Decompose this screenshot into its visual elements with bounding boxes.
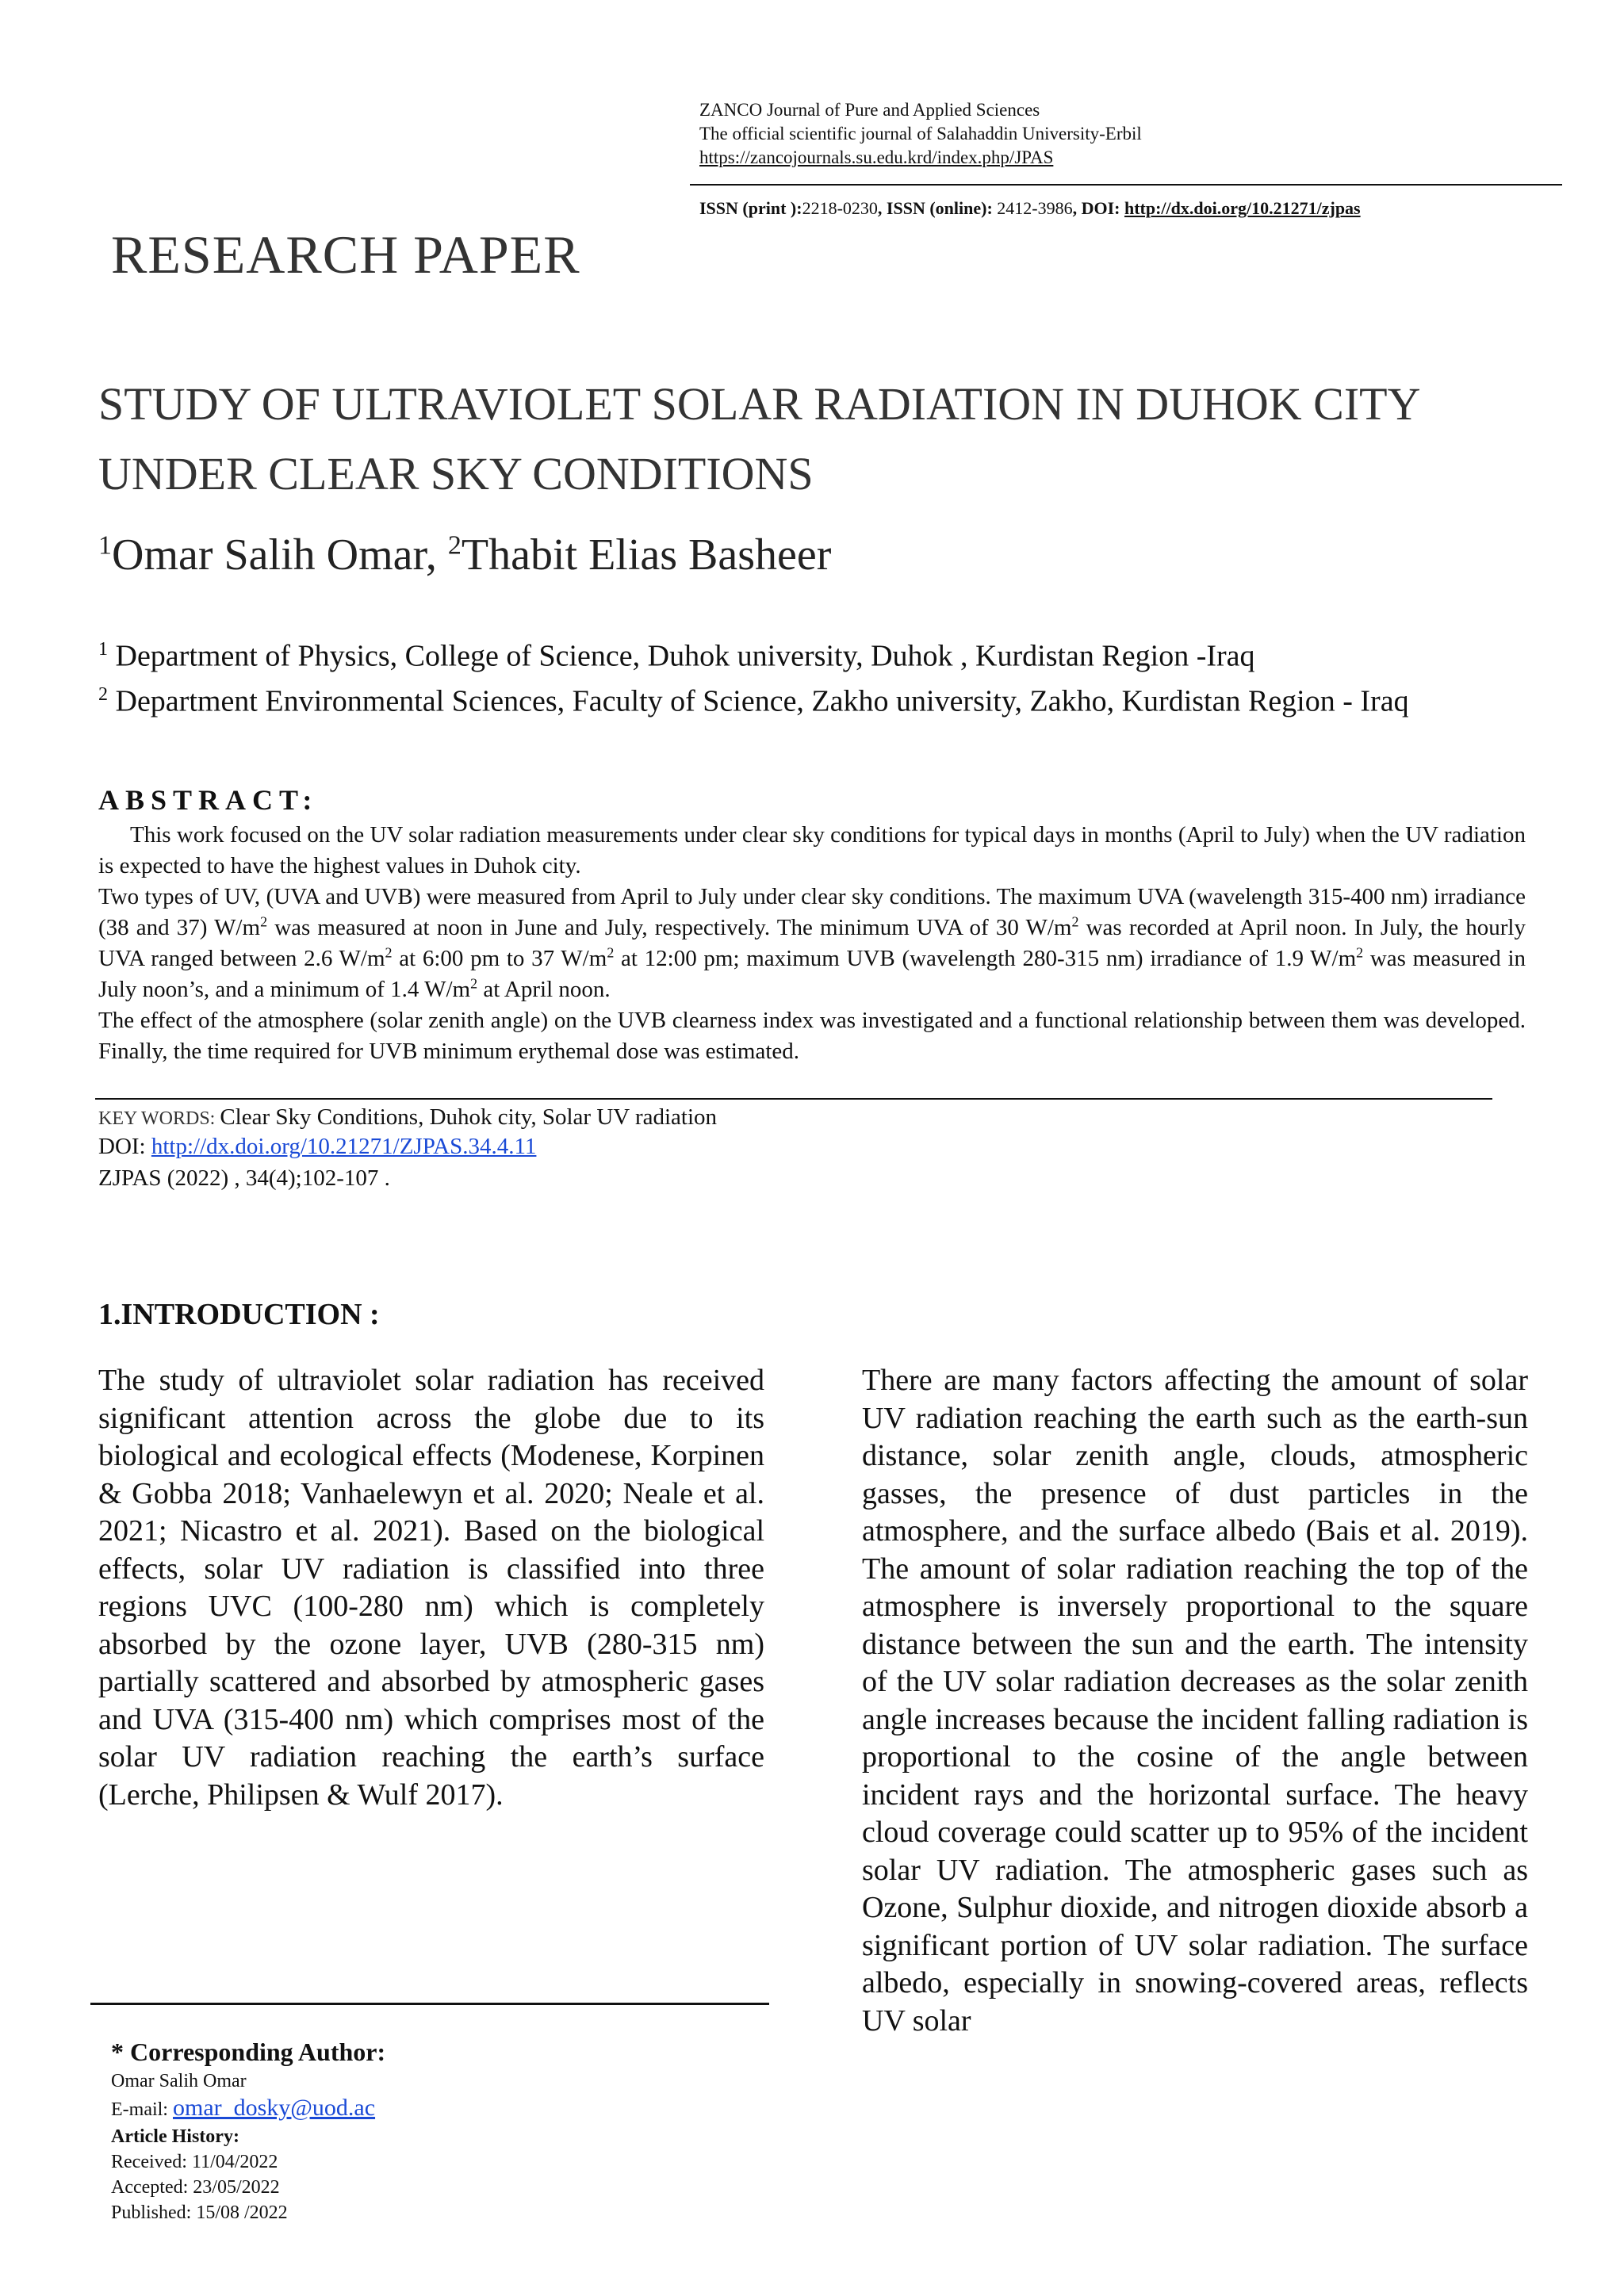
journal-subtitle: The official scientific journal of Salahaddin University-Erbil	[699, 124, 1142, 144]
paper-title: STUDY OF ULTRAVIOLET SOLAR RADIATION IN DUHOK CITY UNDER CLEAR SKY CONDITIONS	[98, 378, 1421, 499]
introduction-right-column: There are many factors affecting the amount of solar UV radiation reaching the earth such as the earth-sun distance, solar zenith angle, clouds, atmospheric gasses, the presence of dust particles in the atmosphere, and the surface albedo (Bais et al. 2019). The amount of solar radiation reaching the top of the atmosphere is inversely proportional to the square distance between the sun and the earth. The intensity of the UV solar radiation decreases as the solar zenith angle increases because the incident falling radiation is proportional to the cosine of the angle between incident rays and the horizontal surface. The heavy cloud coverage could scatter up to 95% of the incident solar UV radiation. The atmospheric gases such as Ozone, Sulphur dioxide, and nitrogen dioxide absorb a significant portion of UV solar radiation. The surface albedo, especially in snowing-covered areas, reflects UV solar	[862, 1364, 1528, 2038]
article-doi-link[interactable]: http://dx.doi.org/10.21271/ZJPAS.34.4.11	[151, 1134, 537, 1159]
corresponding-email: E-mail: omar_dosky@uod.ac	[111, 2095, 376, 2121]
corresponding-author-name: Omar Salih Omar	[111, 2071, 247, 2091]
journal-url-link[interactable]: https://zancojournals.su.edu.krd/index.php/JPAS	[699, 147, 1054, 167]
article-doi: DOI: http://dx.doi.org/10.21271/ZJPAS.34.4.11	[98, 1134, 537, 1159]
header-divider	[690, 184, 1562, 186]
issn-line: ISSN (print ):2218-0230, ISSN (online): 2412-3986, DOI: http://dx.doi.org/10.21271/zjpas	[699, 198, 1361, 218]
email-link[interactable]: omar_dosky@uod.ac	[172, 2095, 376, 2121]
journal-header	[699, 98, 1142, 170]
abstract-body	[98, 820, 1526, 1067]
accepted-date: Accepted: 23/05/2022	[111, 2177, 280, 2198]
author-2: Thabit Elias Basheer	[461, 530, 832, 580]
affiliation-2: $^2$ Department Environmental Sciences, Faculty of Science, Zakho university, Zakho, Kurdistan Region - Iraq	[98, 683, 1409, 718]
citation: ZJPAS (2022) , 34(4);102-107 .	[98, 1165, 390, 1191]
section-label: RESEARCH PAPER	[111, 224, 580, 285]
abstract-para-3: The effect of the atmosphere (solar zenith angle) on the UVB clearness index was investigated and a functional relationship between them was developed. Finally, the time required for UVB minimum erythemal dose was estimated.	[98, 1008, 1526, 1064]
journal-doi-link[interactable]: http://dx.doi.org/10.21271/zjpas	[1124, 198, 1361, 218]
journal-name: ZANCO Journal of Pure and Applied Sciences	[699, 100, 1040, 120]
author-1: Omar Salih Omar,	[112, 530, 448, 580]
abstract-para-2: Two types of UV, (UVA and UVB) were measured from April to July under clear sky conditions. The maximum UVA (wavelength 315-400 nm) irradiance (38 and 37) $W/m^2$ was measured at noon in June and July, respectively. The minimum UVA of 30 $W/m^2$ was recorded at April noon. In July, the hourly UVA ranged between 2.6 $W/m^2$ at 6:00 pm to 37 $W/m^2$ at 12:00 pm; maximum UVB (wavelength 280-315 nm) irradiance of 1.9 $W/m^2$ was measured in July noon’s, and a minimum of 1.4 $W/m^2$ at April noon.	[98, 884, 1526, 1002]
affiliation-1: $^1$ Department of Physics, College of Science, Duhok university, Duhok , Kurdistan Region -Iraq	[98, 639, 1255, 673]
published-date: Published: 15/08 /2022	[111, 2202, 288, 2223]
author-list: $^1$Omar Salih Omar, $^2$Thabit Elias Basheer	[98, 530, 832, 580]
abstract-para-1: This work focused on the UV solar radiation measurements under clear sky conditions for typical days in months (April to July) when the UV radiation is expected to have the highest values in Duhok city.	[98, 822, 1526, 878]
corresponding-author-label: * Corresponding Author:	[111, 2038, 386, 2066]
affiliations	[98, 630, 1526, 720]
abstract-divider	[95, 1098, 1492, 1100]
introduction-left-column: The study of ultraviolet solar radiation has received significant attention across the globe due to its biological and ecological effects (Modenese, Korpinen & Gobba 2018; Vanhaelewyn et al. 2020; Neale et al. 2021; Nicastro et al. 2021). Based on the biological effects, solar UV radiation is classified into three regions UVC (100-280 nm) which is completely absorbed by the ozone layer, UVB (280-315 nm) partially scattered and absorbed by atmospheric gases and UVA (315-400 nm) which comprises most of the solar UV radiation reaching the earth’s surface (Lerche, Philipsen & Wulf 2017).	[98, 1364, 764, 1812]
received-date: Received: 11/04/2022	[111, 2152, 278, 2172]
keywords: KEY WORDS: Clear Sky Conditions, Duhok city, Solar UV radiation	[98, 1104, 718, 1130]
footnote-divider	[90, 2003, 769, 2005]
abstract-heading: ABSTRACT:	[98, 784, 319, 816]
article-history-label: Article History:	[111, 2126, 239, 2147]
introduction-heading: 1.INTRODUCTION :	[98, 1298, 380, 1331]
